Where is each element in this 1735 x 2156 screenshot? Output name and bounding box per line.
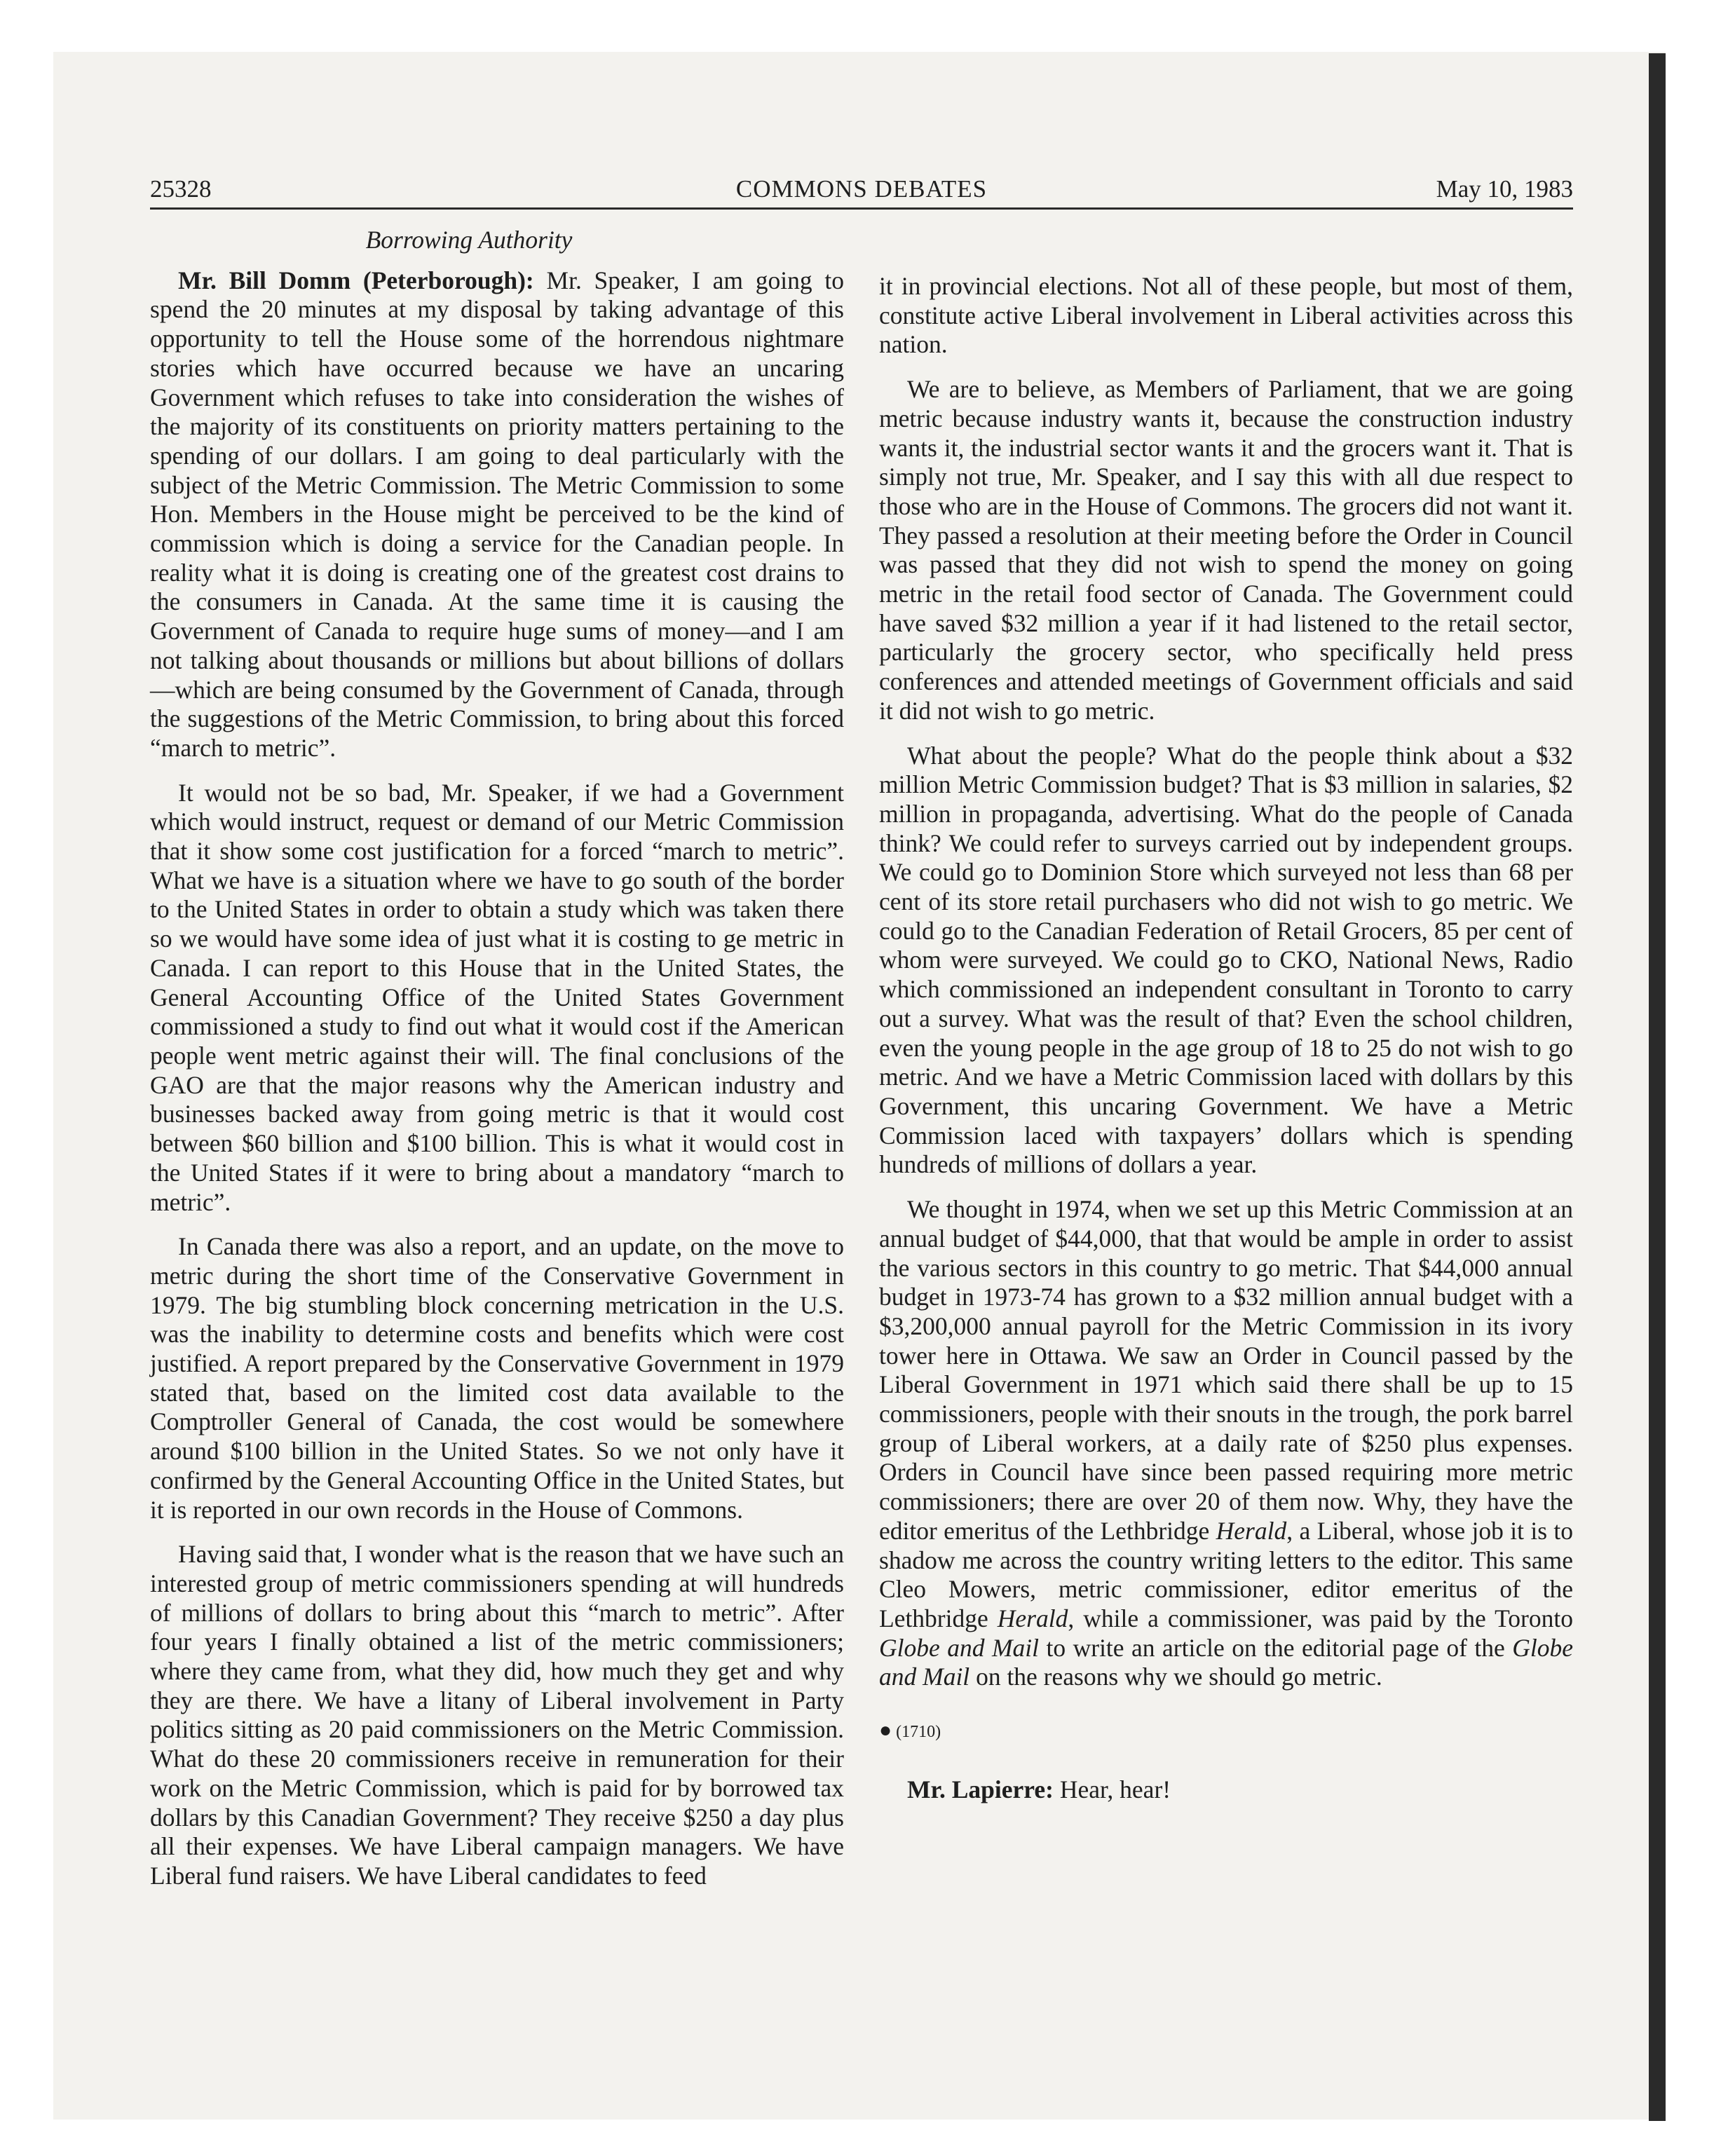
document-page <box>150 175 1573 2096</box>
newspaper-name: Herald <box>1216 1516 1287 1545</box>
section-title: Borrowing Authority <box>365 226 573 254</box>
left-column <box>150 226 844 1906</box>
paragraph <box>879 1195 1573 1692</box>
publication-title: COMMONS DEBATES <box>735 175 988 203</box>
timestamp-marker <box>879 1716 1573 1747</box>
newspaper-name: Globe and Mail <box>879 1633 1573 1691</box>
paragraph: it in provincial elections. Not all of these people, but most of them, constitute active Liberal involvement in Liberal activities across this nation. <box>879 272 1573 359</box>
header-date: May 10, 1983 <box>1436 175 1573 203</box>
paragraph-text: on the reasons why we should go metric. <box>969 1663 1382 1691</box>
paragraph-text: Mr. Speaker, I am going to spend the 20 minutes at my disposal by taking advantage of this opportunity to tell the House some of the horrendous nightmare stories which have occurred because we have an uncaring Government which refuses to take into consideration the wishes of the majority of its constituents on priority matters pertaining to the spending of our dollars. I am going to deal particularly with the subject of the Metric Commission. The Metric Commission to some Hon. Members in the House might be perceived to be the kind of commission which is doing a service for the Canadian people. In reality what it is doing is creating one of the greatest cost drains to the consumers in Canada. At the same time it is causing the Government of Canada to require huge sums of money—and I am not talking about thousands or millions but about billions of dollars—which are being consumed by the Government of Canada, through the suggestions of the Metric Commission, to bring about this forced “march to metric”. <box>150 266 845 762</box>
paragraph: In Canada there was also a report, and an update, on the move to metric during the short time of the Conservative Government in 1979. The big stumbling block concerning metrication in the U.S. was the inability to determine costs and benefits which were cost justified. A report prepared by the Conservative Government in 1979 stated that, based on the limited cost data available to the Comptroller General of Canada, the cost would be somewhere around $100 billion in the United States. So we not only have it confirmed by the General Accounting Office in the United States, but it is reported in our own records in the House of Commons. <box>150 1232 844 1524</box>
page-number: 25328 <box>150 175 212 203</box>
paragraph-text: We thought in 1974, when we set up this Metric Commission at an annual budget of $44,000, that that would be ample in order to assist the various sectors in this country to go metric. That $44,000 annual budget in 1973-74 has grown to a $32 million annual budget with a $3,200,000 annual payroll for the Metric Commission in its ivory tower here in Ottawa. We saw an Order in Council passed by the Liberal Government in 1971 which said there shall be up to 15 commissioners, people with their snouts in the trough, the pork barrel group of Liberal workers, at a daily rate of $250 plus expenses. Orders in Council have since been passed requiring more metric commissioners; there are over 20 of them now. Why, they have the editor emeritus of the Lethbridge <box>879 1195 1573 1545</box>
scan-edge-shadow <box>1649 53 1666 2121</box>
paragraph: We are to believe, as Members of Parliament, that we are going metric because industry wants it, because the construction industry wants it, the industrial sector wants it and the grocers want it. That is simply not true, Mr. Speaker, and I say this with all due respect to those who are in the House of Commons. The grocers did not want it. They passed a resolution at their meeting before the Order in Council was passed that they did not wish to spend the money on going metric in the retail food sector of Canada. The Government could have saved $32 million a year if it had listened to the retail sector, particularly the grocery sector, who specifically held press conferences and attended meetings of Government officials and said it did not wish to go metric. <box>879 375 1573 725</box>
paragraph-text: , a Liberal, whose job it is to shadow me across the country writing letters to the editor. This same Cleo Mowers, metric commissioner, editor emeritus of the Lethbridge <box>879 1516 1574 1632</box>
speaker-name: Mr. Bill Domm (Peterborough): <box>178 266 534 294</box>
paragraph-text: , while a commissioner, was paid by the Toronto <box>1068 1604 1573 1632</box>
newspaper-name: Herald <box>997 1604 1068 1632</box>
right-column <box>879 272 1573 1820</box>
paragraph <box>150 266 844 763</box>
paragraph-text: Hear, hear! <box>1054 1775 1171 1803</box>
paragraph: What about the people? What do the people think about a $32 million Metric Commission budget? That is $3 million in salaries, $2 million in propaganda, advertising. What do the people of Canada think? We could refer to surveys carried out by independent groups. We could go to Dominion Store which surveyed not less than 68 per cent of its store retail purchasers who did not wish to go metric. We could go to the Canadian Federation of Retail Grocers, 85 per cent of whom were surveyed. We could go to CKO, National News, Radio which commissioned an independent consultant in Toronto to carry out a survey. What was the result of that? Even the school children, even the young people in the age group of 18 to 25 do not wish to go metric. And we have a Metric Commission laced with dollars by this Government, this uncaring Government. We have a Metric Commission laced with taxpayers’ dollars which is spending hundreds of millions of dollars a year. <box>879 741 1573 1179</box>
paragraph: It would not be so bad, Mr. Speaker, if we had a Government which would instruct, request or demand of our Metric Commission that it show some cost justification for a forced “march to metric”. What we have is a situation where we have to go south of the border to the United States in order to obtain a study which was taken there so we would have some idea of just what it is costing to ge metric in Canada. I can report to this House that in the United States, the General Accounting Office of the United States Government commissioned a study to find out what it would cost if the American people went metric against their will. The final conclusions of the GAO are that the major reasons why the American industry and businesses backed away from going metric is that it would cost between $60 billion and $100 billion. This is what it would cost in the United States if it were to bring about a mandatory “march to metric”. <box>150 778 844 1216</box>
paragraph: Having said that, I wonder what is the reason that we have such an interested group of metric commissioners spending at will hundreds of millions of dollars to bring about this “march to metric”. After four years I finally obtained a list of the metric commissioners; where they came from, what they did, how much they get and why they are there. We have a litany of Liberal involvement in Party politics sitting as 20 paid commissioners on the Metric Commission. What do these 20 commissioners receive in remuneration for their work on the Metric Commission, which is paid for by borrowed tax dollars by this Canadian Government? They receive $250 a day plus all their expenses. We have Liberal campaign managers. We have Liberal fund raisers. We have Liberal candidates to feed <box>150 1540 844 1890</box>
paragraph <box>879 1775 1573 1805</box>
timestamp: (1710) <box>896 1723 941 1742</box>
paragraph-text: to write an article on the editorial page of the <box>1039 1633 1513 1662</box>
running-header <box>150 175 1573 210</box>
speaker-name: Mr. Lapierre: <box>907 1775 1054 1803</box>
newspaper-name: Globe and Mail <box>879 1633 1040 1662</box>
bullet-icon: ● <box>879 1719 892 1742</box>
